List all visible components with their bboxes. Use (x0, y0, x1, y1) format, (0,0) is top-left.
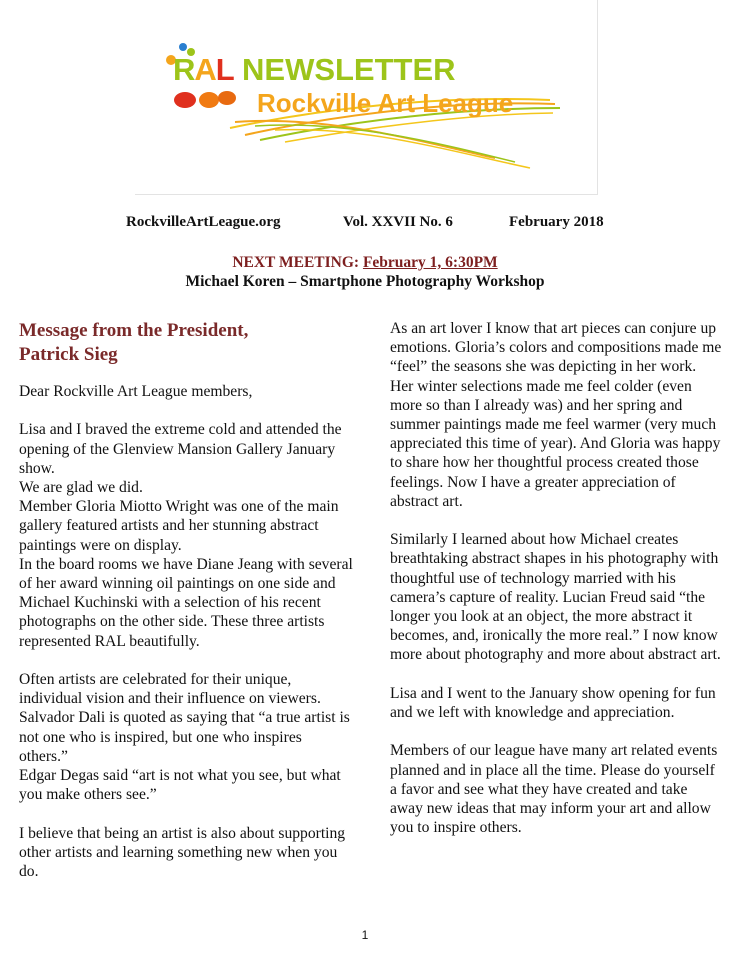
logo-subtitle: Rockville Art League (257, 88, 514, 118)
paragraph: Members of our league have many art related events planned and in place all the time. Please do yourself a favor and see what they have created and take away new ideas that may inform your art and allow you to inspire others. (390, 742, 718, 837)
newsletter-logo (135, 0, 598, 195)
masthead (0, 214, 750, 232)
next-meeting-date[interactable]: February 1, 6:30PM (362, 254, 498, 271)
paragraph: Dear Rockville Art League members, (19, 383, 253, 400)
masthead-date: February 2018 (509, 214, 604, 230)
masthead-site: RockvilleArtLeague.org (126, 214, 281, 230)
article-heading-line2: Patrick Sieg (19, 344, 118, 365)
next-meeting (0, 254, 730, 272)
left-column (19, 319, 354, 900)
article-heading-line1: Message from the President, (19, 320, 249, 341)
paragraph: Lisa and I went to the January show opening for fun and we left with knowledge and appreciation. (390, 684, 716, 722)
paragraph: Lisa and I braved the extreme cold and attended the opening of the Glenview Mansion Gallery January show. We are glad we did. Member Gloria Miotto Wright was one of the main gallery featured artists and her stunning abstract paintings were on display. In the board rooms we have Diane Jeang with several of her award winning oil paintings on one side and Michael Kuchinski with a selection of his recent photographs on the other side. These three artists represented RAL beautifully. (19, 421, 353, 650)
right-column (390, 319, 722, 857)
next-meeting-label: NEXT MEETING: (232, 254, 363, 271)
logo-title: NEWSLETTER (242, 52, 456, 87)
paragraph: As an art lover I know that art pieces can conjure up emotions. Gloria’s colors and compositions made me “feel” the seasons she was depicting in her work. Her winter selections made me feel colder (even more so than I already was) and her spring and summer paintings made me feel warmer (very much appreciated this time of year). And Gloria was happy to share how her thoughtful process created those feelings. Now I have a greater appreciation of abstract art. (390, 320, 722, 510)
logo-mark: RAL (173, 52, 234, 87)
masthead-volume: Vol. XXVII No. 6 (343, 214, 453, 230)
meeting-program: Michael Koren – Smartphone Photography Workshop (185, 273, 545, 290)
article-heading (19, 319, 354, 367)
paragraph: Similarly I learned about how Michael creates breathtaking abstract shapes in his photography with thoughtful use of technology married with his camera’s capture of reality. Lucian Freud said “the longer you look at an object, the more abstract it becomes, and, ironically the more real.” I now know more about photography and more about abstract art. (390, 531, 721, 664)
paragraph: I believe that being an artist is also about supporting other artists and learning something new when you do. (19, 824, 346, 881)
page-number: 1 (361, 928, 369, 942)
paragraph: Often artists are celebrated for their unique, individual vision and their influence on viewers. Salvador Dali is quoted as saying that “a true artist is not one who is inspired, but one who inspires others.” Edgar Degas said “art is not what you see, but what you make others see.” (19, 671, 350, 804)
